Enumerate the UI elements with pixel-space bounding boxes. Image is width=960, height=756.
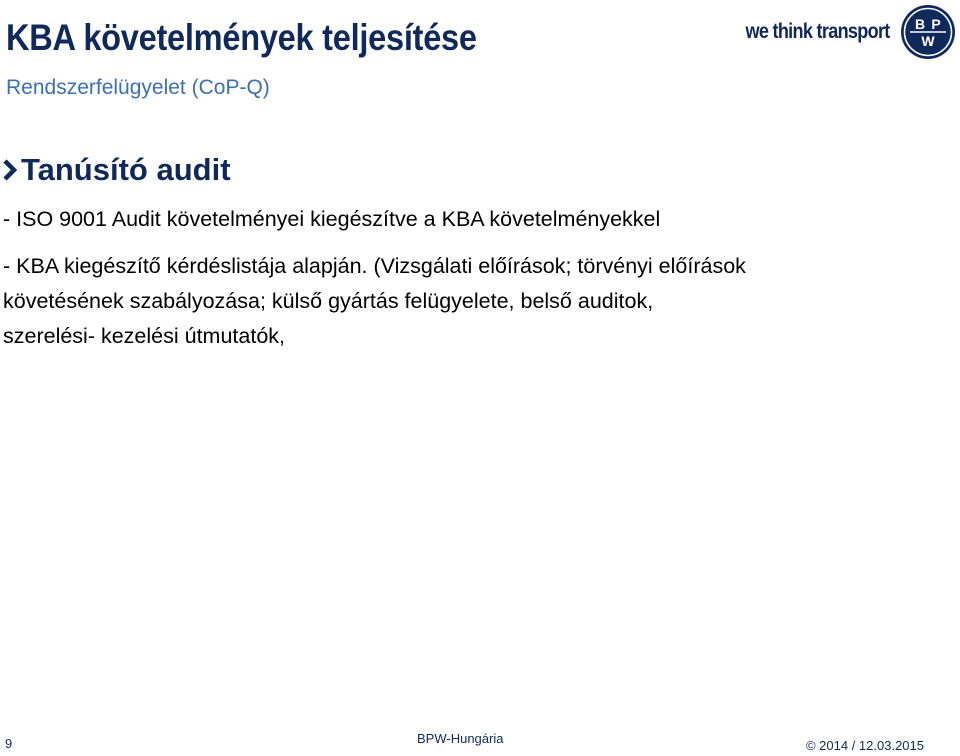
footer-copyright: © 2014 / 12.03.2015	[805, 738, 924, 753]
footer-company: BPW-Hungária	[417, 731, 504, 746]
body-line: követésének szabályozása; külső gyártás felügyelete, belső auditok,	[3, 289, 654, 313]
brand-header	[722, 3, 956, 61]
slide-subtitle: Rendszerfelügyelet (CoP-Q)	[6, 76, 270, 99]
logo-letter-p: P	[931, 16, 941, 32]
section-heading-text: Tanúsító audit	[21, 152, 231, 187]
brand-slogan: we think transport	[745, 20, 890, 43]
logo-letter-w: W	[921, 33, 935, 49]
page-number: 9	[5, 736, 13, 751]
body-line: - KBA kiegészítő kérdéslistája alapján. (Vizsgálati előírások; törvényi előírások	[3, 254, 746, 278]
chevron-right-icon	[2, 158, 18, 182]
body-line: szerelési- kezelési útmutatók,	[3, 324, 285, 348]
logo-letter-b: B	[914, 16, 926, 32]
bpw-logo-icon	[900, 4, 956, 60]
slide-title: KBA követelmények teljesítése	[6, 17, 477, 58]
section-heading	[2, 151, 231, 189]
body-line: - ISO 9001 Audit követelményei kiegészítve a KBA követelményekkel	[3, 207, 661, 231]
